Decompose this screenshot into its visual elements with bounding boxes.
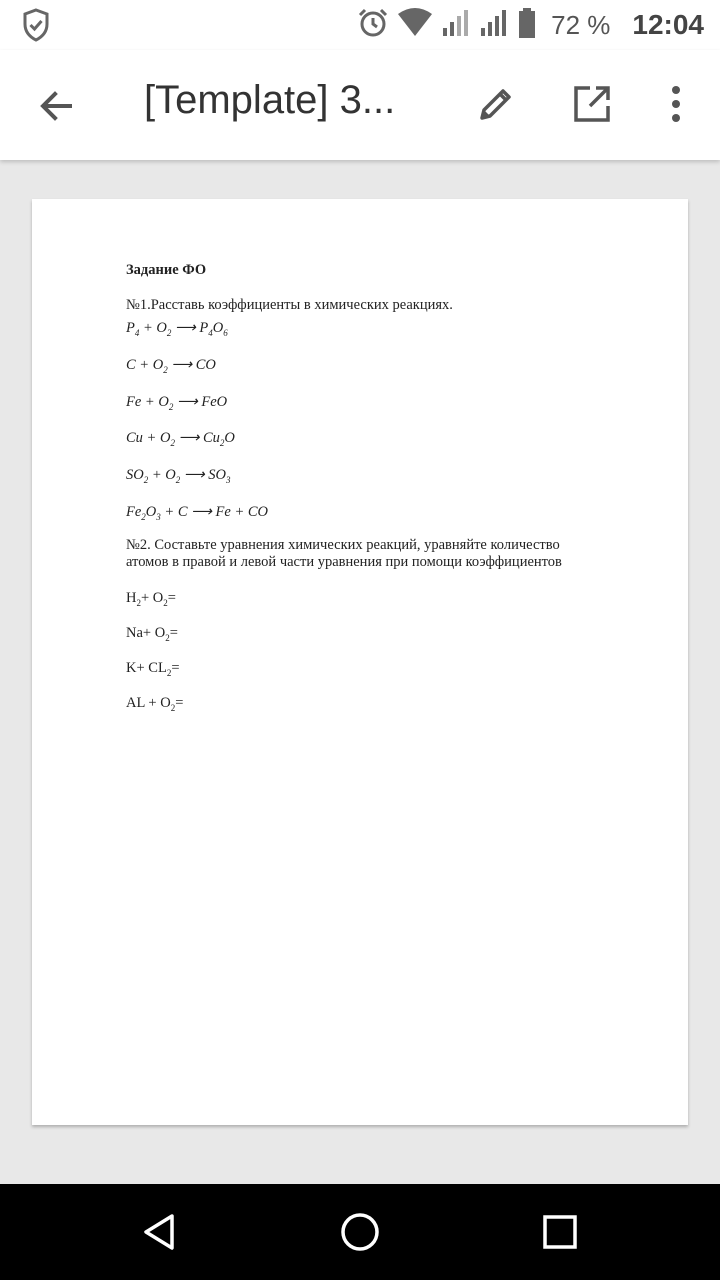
subscript: 2	[141, 511, 146, 522]
subscript: 2	[163, 364, 168, 375]
subscript: 2	[175, 474, 181, 485]
subscript: 4	[134, 327, 140, 338]
back-triangle-icon[interactable]	[132, 1204, 188, 1260]
document-title: [Template] 3...	[144, 78, 396, 122]
battery-icon	[517, 7, 537, 44]
more-vert-icon[interactable]	[656, 76, 696, 132]
formula-text: H	[126, 590, 137, 606]
clock: 12:04	[632, 9, 704, 40]
formula-text: P	[126, 320, 135, 336]
open-external-icon[interactable]	[564, 76, 620, 132]
formula-text: =	[175, 695, 184, 711]
subscript: 2	[165, 632, 170, 643]
app-bar	[0, 50, 720, 160]
subscript: 2	[136, 597, 141, 608]
task2-text-line2: атомов в правой и левой части уравнения при помощи коэффициентов	[126, 554, 562, 570]
signal-icon	[441, 8, 471, 43]
formula-text: ⟶ P	[171, 320, 209, 336]
formula-text: SO	[126, 467, 144, 483]
equation-line	[126, 590, 176, 607]
formula-text: Na+ O	[126, 625, 166, 641]
formula-text: O	[212, 320, 224, 336]
battery-percent: 72 %	[551, 9, 611, 40]
subscript: 3	[156, 511, 161, 522]
signal-icon	[479, 8, 509, 43]
formula-text: Fe + O	[126, 394, 169, 410]
subscript: 2	[219, 437, 225, 448]
reaction-line	[126, 357, 216, 374]
reaction-line	[126, 430, 235, 447]
formula-text: Fe	[126, 504, 142, 520]
equation-line	[126, 660, 180, 677]
formula-text: =	[171, 660, 180, 676]
reaction-line	[126, 504, 268, 521]
subscript: 6	[223, 327, 228, 338]
formula-text: O	[145, 504, 157, 520]
formula-text: K+ CL	[126, 660, 167, 676]
reaction-line	[126, 320, 228, 337]
subscript: 2	[143, 474, 149, 485]
formula-text: AL + O	[126, 695, 171, 711]
formula-text: + O	[148, 467, 176, 483]
task-heading: Задание ФО	[126, 262, 207, 278]
formula-text: =	[169, 625, 178, 641]
formula-text: O	[224, 430, 235, 446]
formula-text: ⟶ SO	[180, 467, 227, 483]
reaction-line	[126, 467, 231, 484]
home-circle-icon[interactable]	[332, 1204, 388, 1260]
formula-text: ⟶ Cu	[174, 430, 220, 446]
subscript: 2	[170, 702, 176, 713]
subscript: 3	[226, 474, 231, 485]
back-arrow-icon[interactable]	[28, 78, 84, 134]
subscript: 2	[168, 401, 174, 412]
formula-text: ⟶ FeO	[173, 394, 228, 410]
formula-text: + C ⟶ Fe + CO	[160, 504, 268, 520]
formula-text: + O	[140, 590, 164, 606]
alarm-icon	[357, 7, 389, 44]
recents-square-icon[interactable]	[532, 1204, 588, 1260]
equation-line	[126, 695, 183, 712]
formula-text: ⟶ CO	[167, 357, 216, 373]
equation-line	[126, 625, 178, 642]
formula-text: + O	[139, 320, 167, 336]
subscript: 4	[208, 327, 213, 338]
task2-text-line1: №2. Составьте уравнения химических реакций, уравняйте количество	[126, 537, 560, 553]
reaction-line	[126, 394, 227, 411]
subscript: 2	[166, 667, 172, 678]
nav-bar	[0, 1184, 720, 1280]
subscript: 2	[170, 437, 175, 448]
formula-text: =	[167, 590, 176, 606]
subscript: 2	[166, 327, 172, 338]
status-bar	[0, 0, 720, 50]
subscript: 2	[163, 597, 168, 608]
task1-text: №1.Расставь коэффициенты в химических реакциях.	[126, 297, 453, 313]
formula-text: C + O	[126, 357, 164, 373]
document-page[interactable]	[32, 199, 688, 1125]
formula-text: Cu + O	[126, 430, 171, 446]
pencil-icon[interactable]	[468, 76, 524, 132]
shield-check-icon	[22, 8, 50, 42]
wifi-icon	[397, 8, 433, 43]
